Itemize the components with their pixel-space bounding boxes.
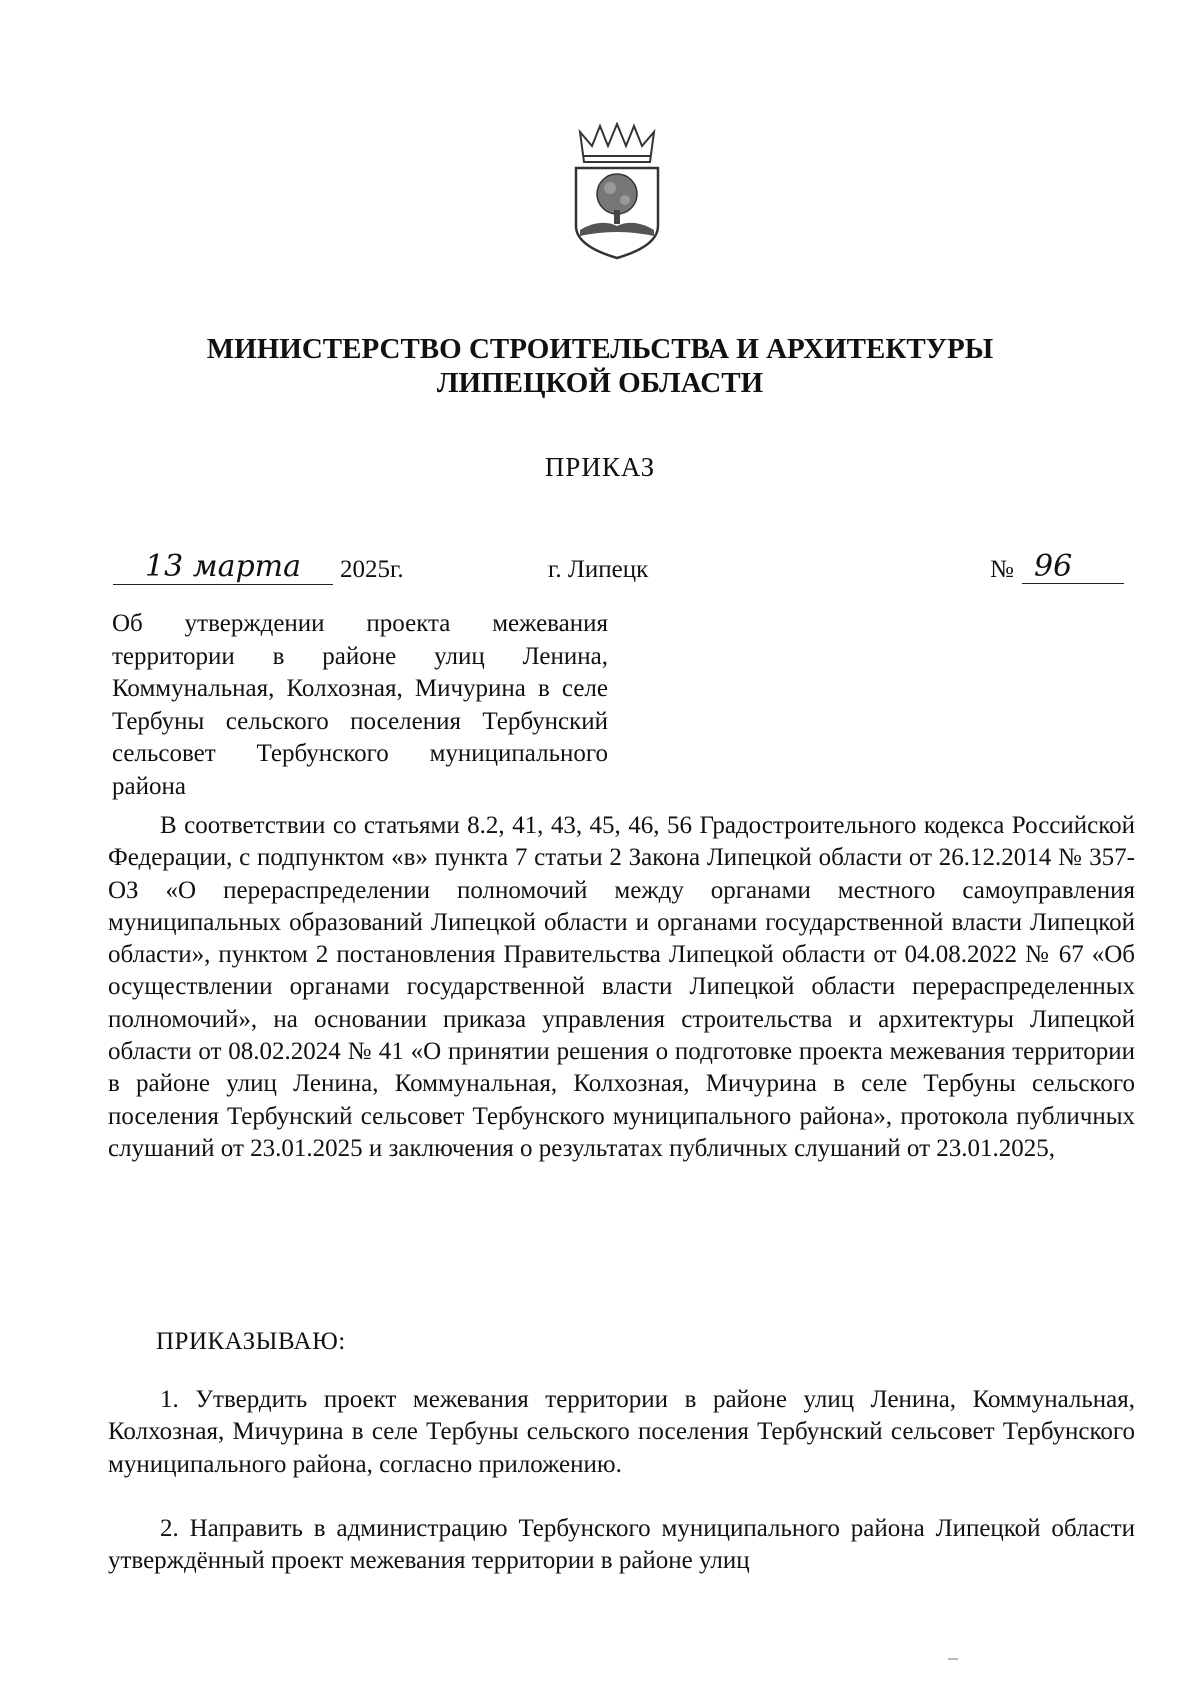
order-subject: Об утверждении проекта межевания территории в районе улиц Ленина, Коммунальная, Колхозная, Мичурина в селе Тербуны сельского поселения Тербунский сельсовет Тербунского муниципального района [112, 610, 608, 800]
ministry-line-2: ЛИПЕЦКОЙ ОБЛАСТИ [436, 367, 764, 399]
ministry-name [140, 332, 1060, 400]
order-item-2: 2. Направить в администрацию Тербунского муниципального района Липецкой области утверждённый проект межевания территории в районе улиц [108, 1515, 1135, 1575]
year-label: 2025г. [340, 556, 404, 583]
handwritten-number: 96 [1022, 552, 1124, 584]
preamble-paragraph: В соответствии со статьями 8.2, 41, 43, 45, 46, 56 Градостроительного кодекса Российской Федерации, с подпунктом «в» пункта 7 статьи 2 Закона Липецкой области от 26.12.2014 № 357-ОЗ «О перераспределении полномочий между органами местного самоуправления муниципальных образований Липецкой области и органами государственной власти Липецкой области», пунктом 2 постановления Правительства Липецкой области от 04.08.2022 № 67 «Об осуществлении органами государственной власти Липецкой области перераспределенных полномочий», на основании приказа управления строительства и архитектуры Липецкой области от 08.02.2024 № 41 «О принятии решения о подготовке проекта межевания территории в районе улиц Ленина, Коммунальная, Колхозная, Мичурина в селе Тербуны сельского поселения Тербунский сельсовет Тербунского муниципального района», протокола публичных слушаний от 23.01.2025 и заключения о результатах публичных слушаний от 23.01.2025, [108, 812, 1135, 1162]
city-label: г. Липецк [548, 556, 649, 583]
coat-of-arms-icon [570, 122, 664, 262]
date-line [0, 549, 1200, 592]
order-item-1: 1. Утвердить проект межевания территории в районе улиц Ленина, Коммунальная, Колхозная, Мичурина в селе Тербуны сельского поселения Тербунский сельсовет Тербунского муниципального района, согласно приложению. [108, 1386, 1135, 1478]
document-type: ПРИКАЗ [544, 452, 656, 482]
orders-heading: ПРИКАЗЫВАЮ: [156, 1328, 346, 1355]
ministry-line-1: МИНИСТЕРСТВО СТРОИТЕЛЬСТВА И АРХИТЕКТУРЫ [206, 333, 994, 365]
scan-artifact [948, 1658, 958, 1660]
handwritten-date: 13 марта [113, 552, 333, 585]
number-sign: № [990, 556, 1014, 583]
